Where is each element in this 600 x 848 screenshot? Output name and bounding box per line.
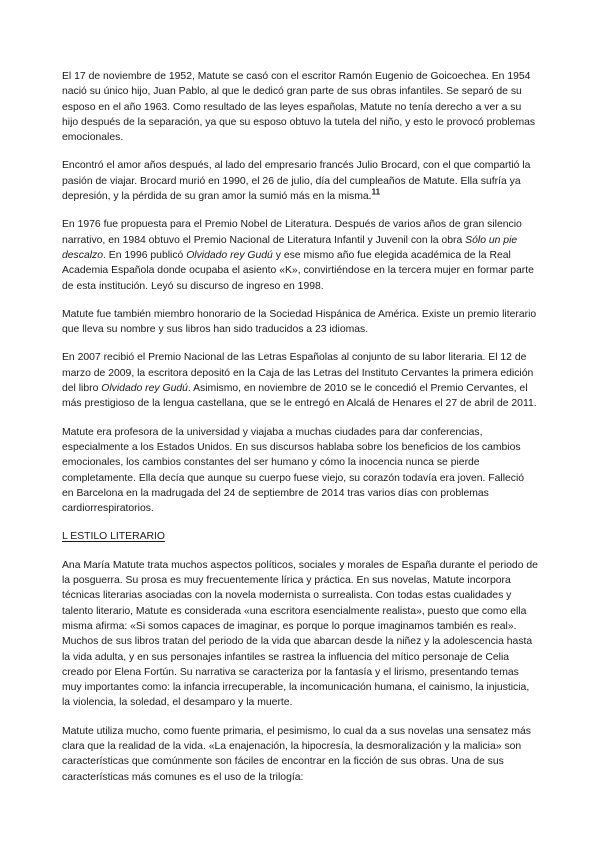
document-page bbox=[62, 69, 538, 798]
footnote-mark[interactable]: 11 bbox=[371, 187, 381, 197]
paragraph-pessimism bbox=[62, 724, 538, 785]
paragraph-awards-text-3: y ese mismo año fue elegida académica de la Real Academia Española donde ocupaba el asiento «K», convirtiéndose en la tercera mujer en formar parte de esta institución. Leyó su discurso de ingreso en 1998. bbox=[62, 249, 534, 292]
paragraph-national-prize-text-2: . Asimismo, en noviembre de 2010 se le concedió el Premio Cervantes, el más prestigioso de la lengua castellana, que se le entregó en Alcalá de Henares el 27 de abril de 2011. bbox=[62, 383, 537, 410]
paragraph-awards-text-1: En 1976 fue propuesta para el Premio Nobel de Literatura. Después de varios años de gran silencio narrativo, en 1984 obtuvo el Premio Nacional de Literatura Infantil y Juvenil con la obra bbox=[62, 219, 522, 246]
paragraph-awards-text-2: . En 1996 publicó bbox=[103, 249, 187, 261]
paragraph-brocard bbox=[62, 158, 538, 204]
book-title-olvidado-rey-2: Olvidado rey Gudú bbox=[101, 383, 188, 395]
paragraph-honorary-text: Matute fue también miembro honorario de la Sociedad Hispánica de América. Existe un premio literario que lleva su nombre y sus libros han sido traducidos a 23 idiomas. bbox=[62, 308, 537, 336]
paragraph-national-prize-text-1: En 2007 recibió el Premio Nacional de las Letras Españolas al conjunto de su labor literaria. El 12 de marzo de 2009, la escritora depositó en la Caja de las Letras del Instituto Cervantes la primera edición del libro bbox=[62, 352, 534, 395]
book-title-olvidado-rey: Olvidado rey Gudú bbox=[186, 249, 273, 261]
paragraph-pessimism-text: Matute utiliza mucho, como fuente primaria, el pesimismo, lo cual da a sus novelas una sensatez más clara que la realidad de la vida. «La enajenación, la hipocresía, la desmoralización y la malicia» son características que comúnmente son fáciles de encontrar en la ficción de sus obras. Una de sus características más comunes es el uso de la trilogía: bbox=[62, 725, 531, 783]
section-heading-estilo-literario: L ESTILO LITERARIO bbox=[62, 531, 165, 543]
paragraph-honorary bbox=[62, 307, 538, 338]
paragraph-style-text: Ana María Matute trata muchos aspectos políticos, sociales y morales de España durante el periodo de la posguerra. Su prosa es muy frecuentemente lírica y práctica. En sus novelas, Matute incorpora técnicas literarias asociadas con la novela modernista o surrealista. Con todas estas cualidades y talento literario, Matute es considerada «una escritora esencialmente realista», puesto que como ella misma afirma: «Si somos capaces de imaginar, es porque lo porque imaginamos también es real». Muchos de sus libros tratan del periodo de la vida que abarcan desde la niñez y la adolescencia hasta la vida adulta, y en sus personajes infantiles se rastrea la influencia del mítico personaje de Celia creado por Elena Fortún. Su narrativa se caracteriza por la fantasía y el lirismo, presentando temas muy importantes como: la infancia irrecuperable, la incomunicación humana, el cainismo, la injusticia, la violencia, la soledad, el desamparo y la muerte. bbox=[62, 559, 538, 709]
paragraph-brocard-text: Encontró el amor años después, al lado del empresario francés Julio Brocard, con el que compartió la pasión de viajar. Brocard murió en 1990, el 26 de julio, día del cumpleaños de Matute. Ella sufría ya depresión, y la pérdida de su gran amor la sumió más en la misma. bbox=[62, 160, 531, 203]
book-title-solo-un-pie: Sólo un pie descalzo bbox=[62, 234, 518, 261]
paragraph-style bbox=[62, 558, 538, 711]
paragraph-national-prize bbox=[62, 350, 538, 411]
paragraph-awards bbox=[62, 217, 538, 293]
paragraph-marriage bbox=[62, 69, 538, 145]
paragraph-teaching-text: Matute era profesora de la universidad y viajaba a muchas ciudades para dar conferencias, especialmente a los Estados Unidos. En sus discursos hablaba sobre los beneficios de los cambios emocionales, los cambios constantes del ser humano y cómo la inocencia nunca se pierde completamente. Ella decía que aunque su cuerpo fuese viejo, su corazón todavía era joven. Falleció en Barcelona en la madrugada del 24 de septiembre de 2014 tras varios días con problemas cardiorrespiratorios. bbox=[62, 426, 525, 515]
paragraph-teaching bbox=[62, 425, 538, 517]
paragraph-marriage-text: El 17 de noviembre de 1952, Matute se casó con el escritor Ramón Eugenio de Goicoechea. En 1954 nació su único hijo, Juan Pablo, al que le dedicó gran parte de sus obras infantiles. Se separó de su esposo en el año 1963. Como resultado de las leyes españolas, Matute no tenía derecho a ver a su hijo después de la separación, ya que su esposo obtuvo la tutela del niño, y esto le provocó problemas emocionales. bbox=[62, 71, 536, 144]
